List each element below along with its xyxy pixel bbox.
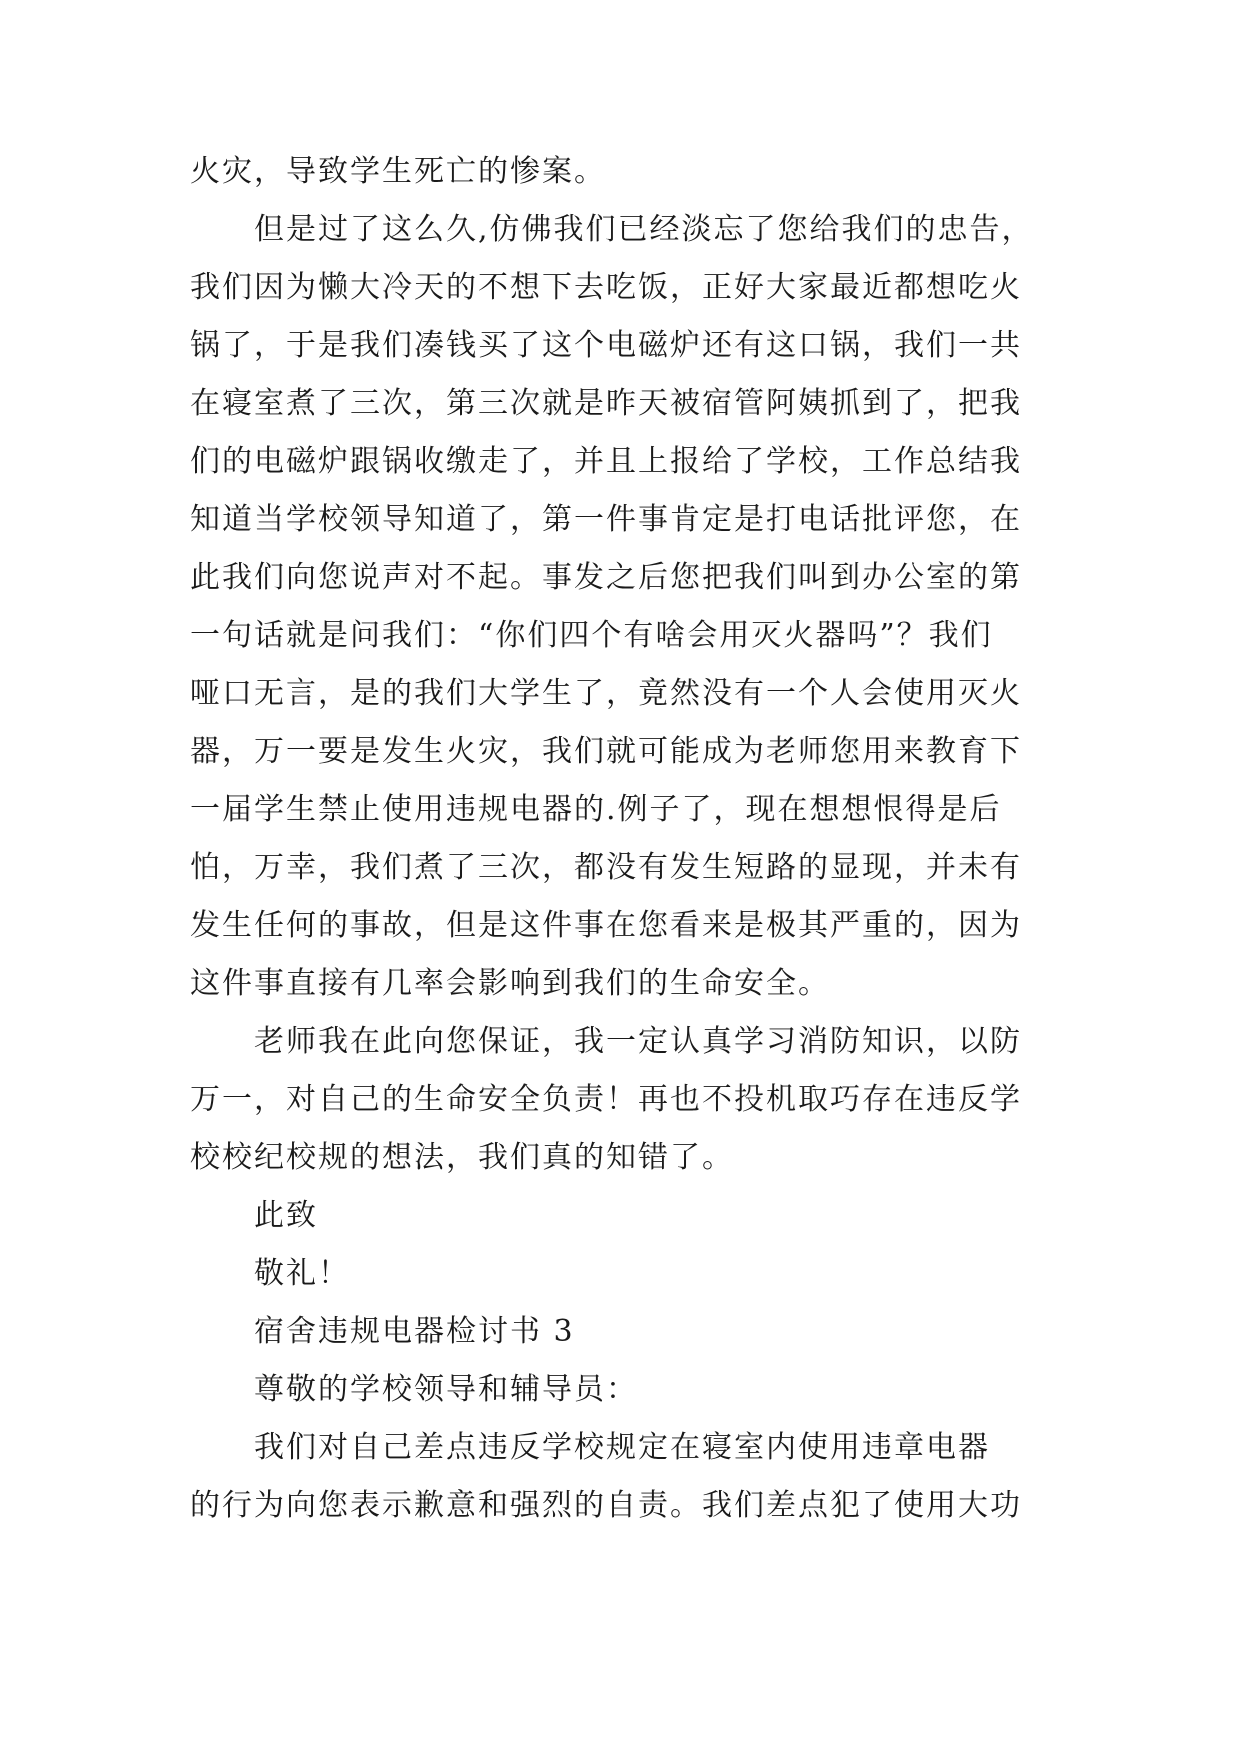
salutation: 尊敬的学校领导和辅导员： [254,1372,638,1407]
text-line: 这件事直接有几率会影响到我们的生命安全。 [190,966,830,1001]
text-line: 我们对自己差点违反学校规定在寝室内使用违章电器 [254,1430,990,1465]
text-line: 一句话就是问我们：“你们四个有啥会用灭火器吗”？我们 [190,618,993,653]
text-line: 怕，万幸，我们煮了三次，都没有发生短路的显现，并未有 [190,850,1022,885]
text-line: 老师我在此向您保证，我一定认真学习消防知识，以防 [254,1024,1022,1059]
text-line: 发生任何的事故，但是这件事在您看来是极其严重的，因为 [190,908,1022,943]
text-line: 我们因为懒大冷天的不想下去吃饭，正好大家最近都想吃火 [190,270,1022,305]
text-line: 知道当学校领导知道了，第一件事肯定是打电话批评您，在 [190,502,1022,537]
text-line: 器，万一要是发生火灾，我们就可能成为老师您用来教育下 [190,734,1022,769]
text-line: 一届学生禁止使用违规电器的.例子了，现在想想恨得是后 [190,792,1002,827]
text-line: 火灾，导致学生死亡的惨案。 [190,154,606,189]
text-line: 敬礼！ [254,1256,350,1291]
text-line: 的行为向您表示歉意和强烈的自责。我们差点犯了使用大功 [190,1488,1022,1523]
text-line: 但是过了这么久,仿佛我们已经淡忘了您给我们的忠告， [254,212,1034,247]
text-line: 哑口无言，是的我们大学生了，竟然没有一个人会使用灭火 [190,676,1022,711]
text-line: 在寝室煮了三次，第三次就是昨天被宿管阿姨抓到了，把我 [190,386,1022,421]
section-heading: 宿舍违规电器检讨书 3 [254,1314,575,1349]
text-line: 万一，对自己的生命安全负责！再也不投机取巧存在违反学 [190,1082,1022,1117]
text-line: 锅了，于是我们凑钱买了这个电磁炉还有这口锅，我们一共 [190,328,1022,363]
text-line: 此我们向您说声对不起。事发之后您把我们叫到办公室的第 [190,560,1022,595]
text-line: 们的电磁炉跟锅收缴走了，并且上报给了学校，工作总结我 [190,444,1022,479]
text-line: 校校纪校规的想法，我们真的知错了。 [190,1140,734,1175]
text-line: 此致 [254,1198,318,1233]
